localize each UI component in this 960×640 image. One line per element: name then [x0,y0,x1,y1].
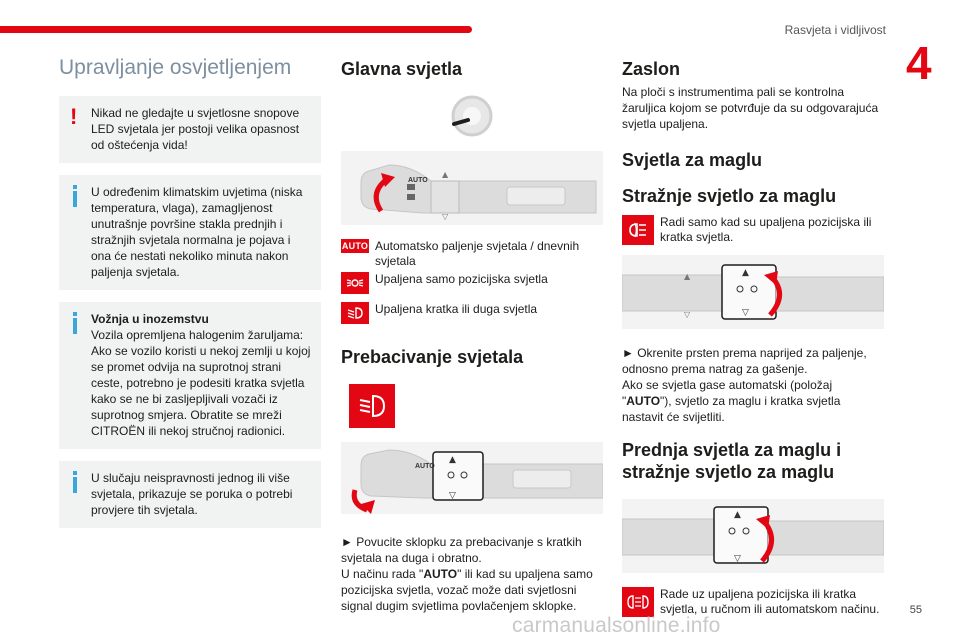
heading-main-lights: Glavna svjetla [341,59,463,79]
heading-display: Zaslon [622,59,681,79]
heading-fog-lamps: Svjetla za maglu [622,150,763,170]
switch-instruction: ► Povucite sklopku za prebacivanje s kratkih svjetala na duga i obratno. [341,535,582,565]
warning-exclamation-icon: ! [70,104,78,129]
info-icon [70,312,80,334]
info-text-driving-abroad: Vozila opremljena halogenim žaruljama: Ako se vozilo koristi u nekoj zemlji u kojoj se promet odvija na suprotnoj strani ceste, potrebno je podesiti kratka svjetla kako se ne bi zasljepljivali vozači iz suprotnog smjera. Obratite se mreži CITROËN ili nekoj stručnoj radionici. [91,328,311,438]
rear-fog-row [622,215,884,245]
page-title: Upravljanje osvjetljenjem [59,56,292,79]
heading-rear-fog-lamp: Stražnje svjetlo za maglu [622,186,837,206]
legend-beam [341,302,603,324]
header-accent-bar [0,26,472,33]
svg-text:▲: ▲ [742,268,749,278]
rear-fog-auto-note [622,377,884,425]
front-rear-fog-ring-illustration [622,499,884,573]
position-lights-icon [341,272,369,294]
middle-column [341,54,603,614]
beam-switch-stalk-illustration [341,442,603,514]
svg-text:▲: ▲ [684,272,691,281]
switch-note-part-a: U načinu rada " [341,567,424,581]
info-heading-driving-abroad: Vožnja u inozemstvu [91,312,209,326]
info-icon [70,185,80,207]
warning-note [59,96,321,163]
switch-note-auto: AUTO [423,567,458,581]
front-rear-fog-icon [622,587,654,617]
chapter-number: 4 [906,37,932,89]
beam-switch-icon [349,384,395,428]
rear-fog-note-part-c: "), svjetlo za maglu i kratka svjetla nastavit će svijetliti. [622,394,841,424]
info-text-condensation: U određenim klimatskim uvjetima (niska temperatura, vlaga), zamagljenost unutrašnje površine stakla prednjih i stražnjih svjetala normalna je pojava i ona će nestati nekoliko minuta nakon paljenja svjetala. [91,185,303,279]
rear-fog-note-part-a: Ako se svjetla gase automatski (položaj " [622,378,833,408]
legend-auto-text: Automatsko paljenje svjetala / dnevnih svjetala [375,239,580,268]
steering-wheel-illustration [341,94,603,138]
left-column [59,54,321,540]
legend-position-lights [341,272,603,294]
page-number: 55 [909,604,922,616]
rear-fog-instruction: ► Okrenite prsten prema naprijed za paljenje, odnosno prema natrag za gašenje. [622,346,867,376]
svg-text:▽: ▽ [734,554,741,564]
heading-switching-lights: Prebacivanje svjetala [341,347,524,367]
front-rear-fog-row [622,587,884,617]
svg-text:▲: ▲ [734,510,741,520]
legend-position-text: Upaljena samo pozicijska svjetla [375,272,548,286]
info-icon [70,471,80,493]
info-note-condensation [59,175,321,290]
info-text-fault: U slučaju neispravnosti jednog ili više svjetala, prikazuje se poruka o potrebi provjere tih svjetala. [91,471,293,517]
right-column [622,54,884,620]
dipped-main-beam-icon [341,302,369,324]
svg-text:▽: ▽ [442,212,449,221]
switch-auto-note [341,566,603,614]
svg-text:▽: ▽ [449,491,456,501]
switch-note-part-c: " ili kad su upaljena samo pozicijska svjetla, vozač može dati svjetlosni signal dugim svjetlima povlačenjem sklopke. [341,567,593,613]
info-note-fault [59,461,321,528]
lighting-stalk-illustration [341,151,603,225]
stalk-auto-label: AUTO [408,177,428,184]
warning-text: Nikad ne gledajte u svjetlosne snopove LED svjetala jer postoji velika opasnost od oštećenja vida! [91,106,300,152]
legend-auto [341,239,603,269]
front-rear-fog-text: Rade uz upaljena pozicijska ili kratka svjetla, u ručnom ili automatskom načinu. [660,587,880,616]
svg-text:▲: ▲ [442,170,449,179]
info-note-driving-abroad [59,302,321,449]
rear-fog-note-auto: AUTO [626,394,661,408]
svg-text:▽: ▽ [742,308,749,318]
auto-lights-icon: AUTO [341,239,369,253]
watermark: carmanualsonline.info [512,614,721,637]
rear-fog-icon [622,215,654,245]
section-title: Rasvjeta i vidljivost [784,23,886,37]
stalk-auto-label-2: AUTO [415,463,435,470]
rear-fog-ring-illustration [622,255,884,329]
rear-fog-text: Radi samo kad su upaljena pozicijska ili kratka svjetla. [660,215,872,244]
legend-beam-text: Upaljena kratka ili duga svjetla [375,302,538,316]
heading-front-rear-fog: Prednja svjetla za maglu i stražnje svjetlo za maglu [622,440,842,482]
svg-text:▽: ▽ [684,310,691,319]
display-text: Na ploči s instrumentima pali se kontrolna žaruljica kojom se potvrđuje da su odgovarajuća svjetla upaljena. [622,85,879,131]
svg-text:▲: ▲ [449,455,456,465]
